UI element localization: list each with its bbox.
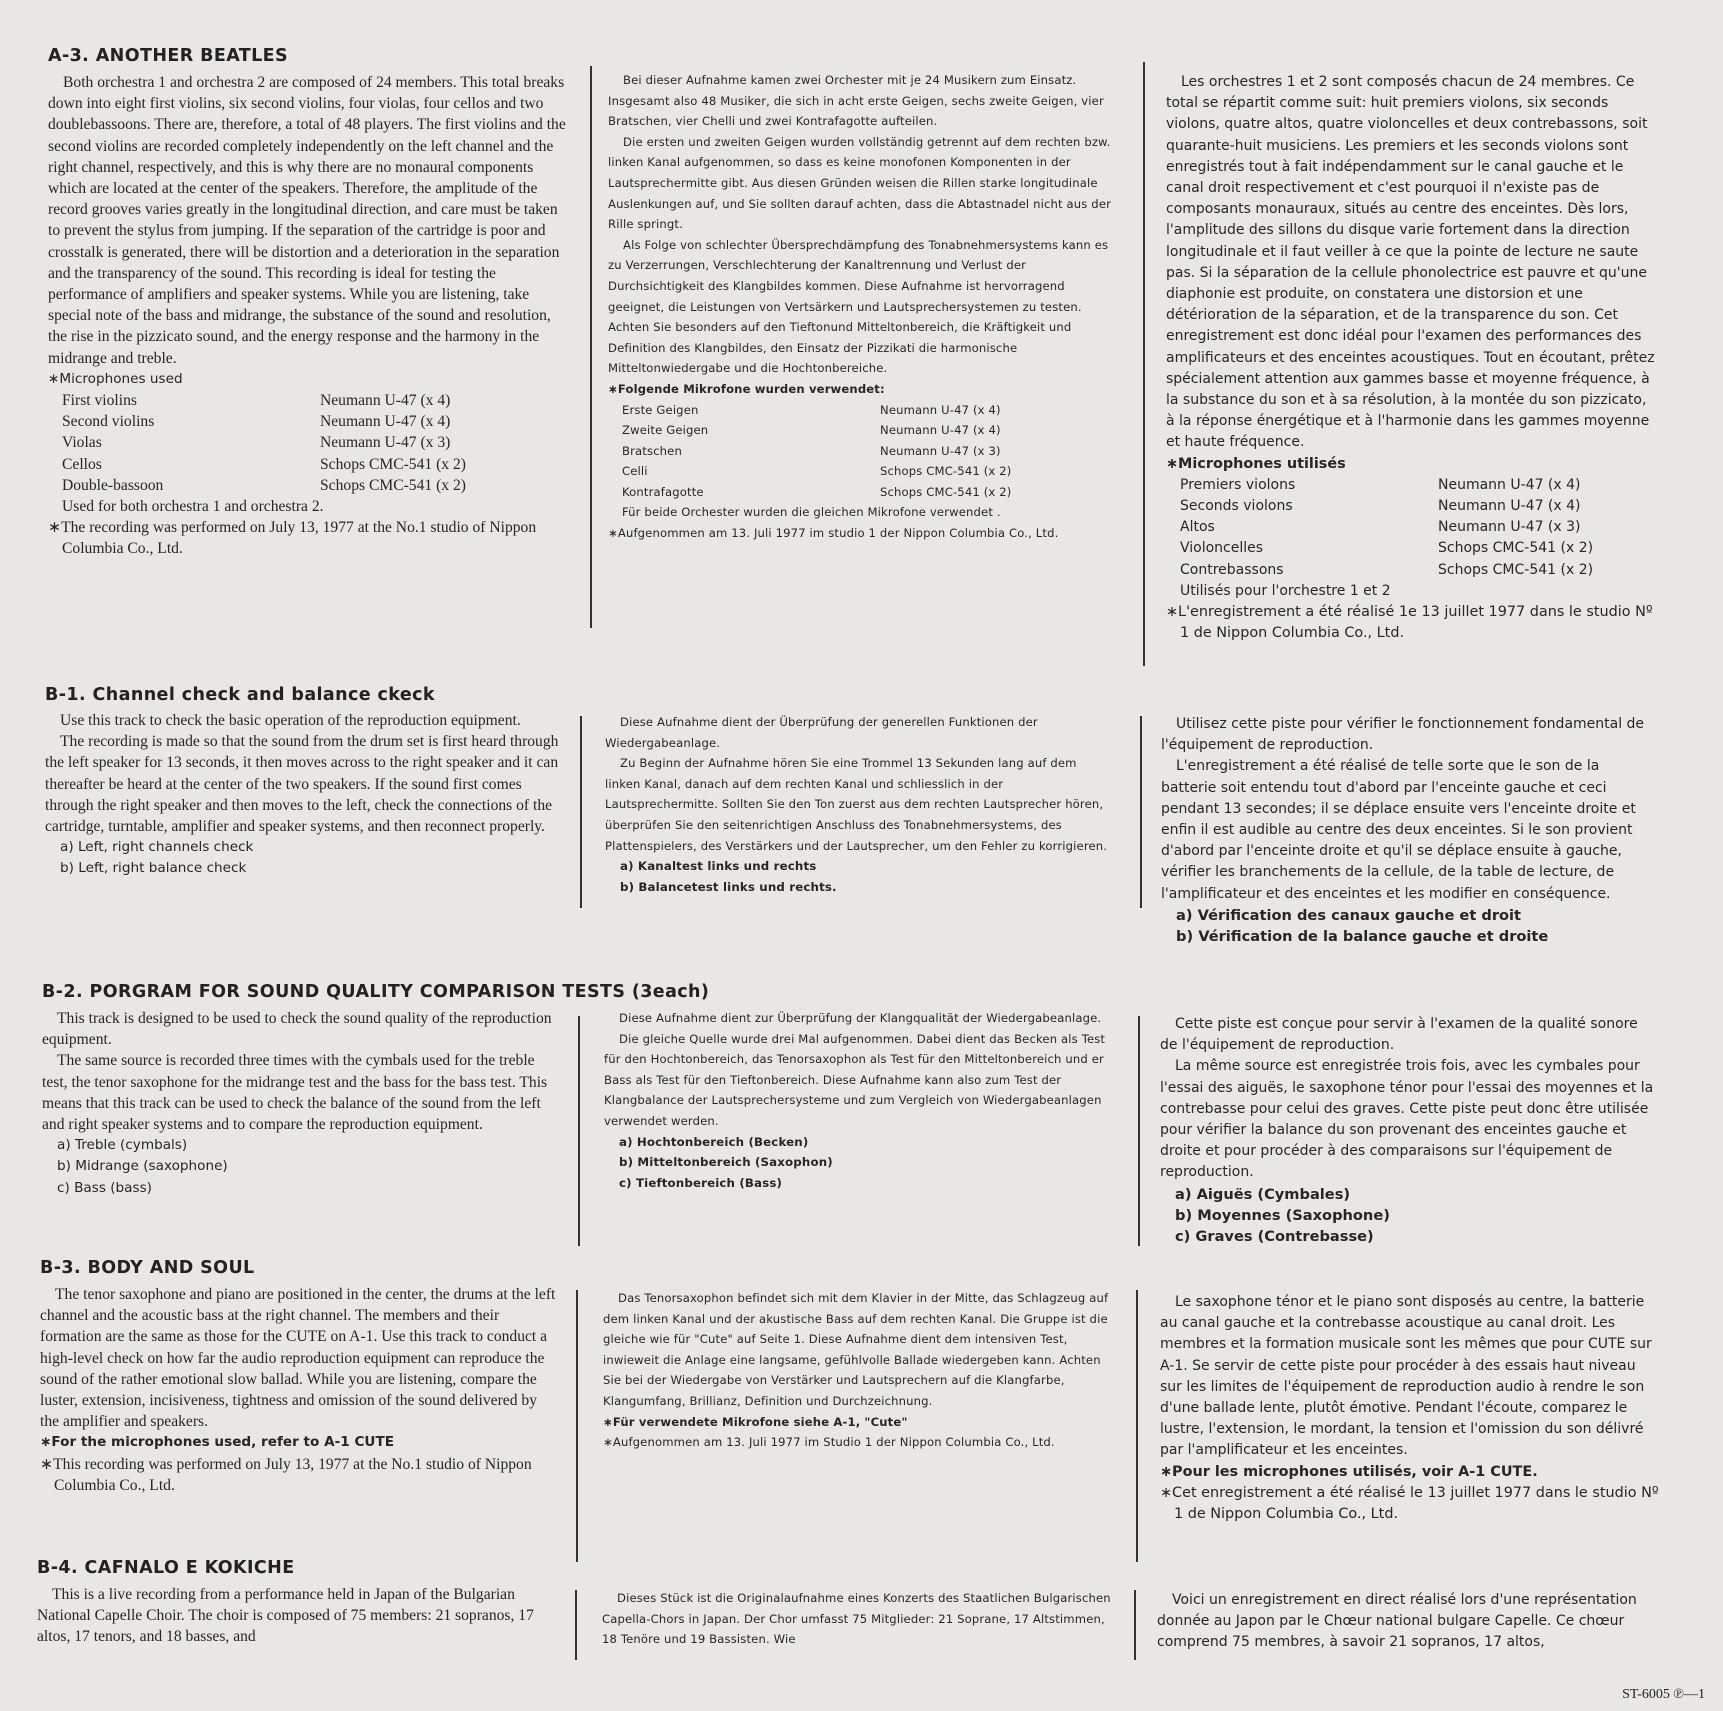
b3-de-recorded-note: ∗Aufgenommen am 13. Juli 1977 im Studio 1 der Nippon Columbia Co., Ltd.: [603, 1435, 1055, 1450]
b2-fr-paragraph: La même source est enregistrée trois fois, avec les cymbales pour l'essai des aiguës, le saxophone ténor pour l'essai des moyennes et la contrebasse pour celui des graves. Cette piste peut donc être utilisée pour vérifier la balance du son provenant des enceintes gauche et droite et pour procéder à des comparaisons sur l'équipement de reproduction.: [1160, 1058, 1654, 1181]
b2-french-column: [1160, 1014, 1658, 1247]
list-item: b) Moyennes (Saxophone): [1175, 1206, 1390, 1224]
list-item: a) Kanaltest links und rechts: [620, 859, 817, 874]
mic-model: Schops CMC-541 (x 2): [1438, 540, 1594, 557]
a3-de-mic-heading: ∗Folgende Mikrofone wurden verwendet:: [608, 381, 885, 396]
a3-fr-mic-table: [1180, 475, 1593, 581]
column-divider: [1136, 1290, 1138, 1562]
b1-french-column: [1161, 714, 1657, 947]
mic-instrument: Erste Geigen: [622, 402, 699, 417]
b4-fr-paragraph: Voici un enregistrement en direct réalisé lors d'une représentation donnée au Japon par le Chœur national bulgare Capelle. Ce chœur comprend 75 membres, à savoir 21 sopranos, 17 altos,: [1157, 1592, 1637, 1651]
mic-instrument: Altos: [1180, 519, 1215, 536]
mic-model: Neumann U-47 (x 4): [880, 402, 1001, 417]
b4-en-paragraph: This is a live recording from a performance held in Japan of the Bulgarian National Capelle Choir. The choir is composed of 75 members: 21 sopranos, 17 altos, 17 tenors, and 18 basses, and: [37, 1586, 534, 1646]
b3-en-recorded-note: ∗This recording was performed on July 13, 1977 at the No.1 studio of Nippon Columbia Co., Ltd.: [40, 1455, 532, 1494]
b1-fr-paragraph: L'enregistrement a été réalisé de telle sorte que le son de la batterie soit entendu tout d'abord par l'enceinte gauche et ceci pendant 13 secondes; il se déplace ensuite vers l'enceinte droite et enfin il est audible au centre des deux enceintes. Si le son provient d'abord par l'enceinte droite et qu'il se déplace ensuite à gauche, vérifier les branchements de la cellule, de la table de lecture, de l'amplificateur et des enceintes et les modifier en conséquence.: [1161, 758, 1636, 902]
column-divider: [580, 716, 582, 908]
table-row: [1180, 560, 1593, 581]
b3-de-paragraph: Das Tenorsaxophon befindet sich mit dem Klavier in der Mitte, das Schlagzeug auf dem linken Kanal und der akustische Bass auf dem rechten Kanal. Die Gruppe ist die gleiche wie für "Cute" auf Seite 1. Diese Aufnahme dient dem intensiven Test, inwieweit die Anlage eine langsame, gefühlvolle Ballade wiedergeben kann. Achten Sie bei der Wiedergabe von Verstärker und Lautsprechern auf die Klangfarbe, Klangumfang, Brillianz, Definition und Durchzeichnung.: [603, 1291, 1109, 1408]
table-row: [62, 432, 466, 453]
list-item: a) Treble (cymbals): [57, 1137, 188, 1154]
list-item: b) Mitteltonbereich (Saxophon): [619, 1155, 833, 1170]
section-title-b4: B-4. CAFNALO E KOKICHE: [37, 1558, 295, 1578]
b1-en-paragraph: The recording is made so that the sound from the drum set is first heard through the left speaker for 13 seconds, it then moves across to the right speaker and it can thereafter be heard at the center of the two speakers. If the sound first comes through the right speaker and then moves to the left, check the connections of the cartridge, turntable, amplifier and speaker systems, and then reconnect properly.: [45, 733, 559, 836]
list-item: c) Tieftonbereich (Bass): [619, 1175, 783, 1190]
mic-instrument: Kontrafagotte: [622, 484, 704, 499]
mic-model: Neumann U-47 (x 3): [1438, 519, 1581, 536]
mic-instrument: Cellos: [62, 455, 102, 473]
a3-de-used-for: Für beide Orchester wurden die gleichen Mikrofone verwendet .: [622, 505, 1001, 520]
mic-model: Neumann U-47 (x 3): [880, 443, 1001, 458]
mic-model: Neumann U-47 (x 4): [880, 423, 1001, 438]
list-item: b) Balancetest links und rechts.: [620, 879, 837, 894]
mic-instrument: Second violins: [62, 413, 155, 431]
mic-model: Schops CMC-541 (x 2): [1438, 561, 1594, 578]
table-row: [622, 400, 1011, 421]
mic-model: Neumann U-47 (x 3): [320, 434, 451, 452]
a3-fr-paragraph: Les orchestres 1 et 2 sont composés chacun de 24 membres. Ce total se répartit comme suit: huit premiers violons, six seconds violons, quatre altos, quatre violoncelles et deux contrebassons, soit quarante-huit musiciens. Les premiers et les seconds violons sont enregistrés tout à fait indépendamment sur le canal gauche et le canal droit respectivement et c'est pourquoi il n'existe pas de composants monauraux, situés au centre des enceintes. Dès lors, l'amplitude des sillons du disque varie fortement dans la direction longitudinale et il faut veiller à ce que la pointe de lecture ne saute pas. Si la séparation de la cellule phonolectrice est pauvre et qu'une diaphonie est produite, on constatera une distorsion et une détérioration de la séparation, et de la transparence du son. Cet enregistrement est donc idéal pour l'examen des performances des amplificateurs et des enceintes acoustiques. Tout en écoutant, prêtez spécialement attention aux gammes basse et moyenne fréquence, à la substance du son et à sa résolution, à la montée du son pizzicato, à la réponse énergétique et à l'harmonie dans les gammes moyenne et haute fréquence.: [1166, 74, 1655, 451]
b3-en-paragraph: The tenor saxophone and piano are positioned in the center, the drums at the left channel and the acoustic bass at the right channel. The members and their formation are the same as those for the CUTE on A-1. Use this track to conduct a high-level check on how far the audio reproduction equipment can reproduce the sound of the rather emotional slow ballad. While you are listening, compare the luster, extension, incisiveness, tightness and omission of the sound delivered by the amplifier and speakers.: [40, 1286, 556, 1431]
b2-de-paragraph: Die gleiche Quelle wurde drei Mal aufgenommen. Dabei dient das Becken als Test für den Hochtonbereich, das Tenorsaxophon als Test für den Mitteltonbereich und er Bass als Test für den Tieftonbereich. Diese Aufnahme kann also zum Test der Klangbalance der Lautsprechersysteme und zum Vergleich von Wiedergabeanlagen verwendet werden.: [604, 1031, 1106, 1128]
a3-de-paragraph: Die ersten und zweiten Geigen wurden vollständig getrennt auf dem rechten bzw. linken Kanal aufgenommen, so dass es keine monofonen Komponenten in der Lautsprechermitte gibt. Aus diesen Gründen weisen die Rillen starke longitudinale Auslenkungen auf, und Sie sollten darauf achten, dass die Abtastnadel nicht aus der Rille springt.: [608, 134, 1112, 232]
a3-en-used-for: Used for both orchestra 1 and orchestra 2.: [62, 498, 324, 516]
table-row: [1180, 517, 1593, 538]
mic-model: Schops CMC-541 (x 2): [320, 476, 466, 494]
mic-instrument: Double-bassoon: [62, 476, 164, 494]
table-row: [62, 454, 466, 475]
a3-german-column: [608, 70, 1116, 544]
b1-fr-paragraph: Utilisez cette piste pour vérifier le fonctionnement fondamental de l'équipement de reproduction.: [1161, 716, 1645, 754]
b3-de-mic-note: ∗Für verwendete Mikrofone siehe A-1, "Cute": [603, 1414, 908, 1429]
a3-en-mic-table: [62, 390, 466, 496]
table-row: [622, 482, 1011, 503]
list-item: c) Bass (bass): [57, 1179, 152, 1196]
catalog-number: ST-6005 ℗—1: [1622, 1687, 1705, 1702]
list-item: a) Hochtonbereich (Becken): [619, 1134, 809, 1149]
section-title-b1: B-1. Channel check and balance ckeck: [45, 685, 435, 705]
table-row: [62, 390, 466, 411]
column-divider: [1134, 1590, 1136, 1660]
b4-german-column: [602, 1588, 1112, 1650]
a3-en-mic-heading: ∗Microphones used: [48, 370, 183, 387]
mic-instrument: Bratschen: [622, 443, 682, 458]
b2-english-column: [42, 1008, 562, 1199]
a3-en-recorded-note: ∗The recording was performed on July 13, 1977 at the No.1 studio of Nippon Columbia Co., Ltd.: [48, 519, 537, 558]
b3-german-column: [603, 1288, 1113, 1453]
b1-de-paragraph: Diese Aufnahme dient der Überprüfung der generellen Funktionen der Wiedergabeanlage.: [605, 715, 1038, 750]
table-row: [622, 441, 1011, 462]
b2-en-paragraph: The same source is recorded three times with the cymbals used for the treble test, the tenor saxophone for the midrange test and the bass for the bass test. This means that this track can be used to check the balance of the sound from the left and right speaker systems and to compare the reproduction equipment.: [42, 1052, 548, 1134]
a3-fr-mic-heading: ∗Microphones utilisés: [1166, 455, 1346, 472]
mic-instrument: Violas: [62, 434, 102, 452]
b1-de-paragraph: Zu Beginn der Aufnahme hören Sie eine Trommel 13 Sekunden lang auf dem linken Kanal, danach auf dem rechten Kanal und schliesslich in der Lautsprechermitte. Sollten Sie den Ton zuerst aus dem rechten Lautsprecher hören, überprüfen Sie den seitenrichtigen Anschluss des Tonabnehmersystems, des Plattenspielers, des Verstärkers und der Lautsprecher, um den Fehler zu korrigieren.: [605, 756, 1108, 853]
mic-model: Schops CMC-541 (x 2): [880, 464, 1012, 479]
column-divider: [590, 66, 592, 628]
mic-instrument: Zweite Geigen: [622, 423, 709, 438]
table-row: [622, 461, 1011, 482]
column-divider: [1143, 62, 1145, 666]
b3-english-column: [40, 1284, 558, 1496]
b1-english-column: [45, 710, 560, 880]
list-item: b) Vérification de la balance gauche et droite: [1176, 928, 1549, 946]
mic-model: Neumann U-47 (x 4): [320, 392, 451, 410]
b3-fr-recorded-note: ∗Cet enregistrement a été réalisé le 13 juillet 1977 dans le studio Nº 1 de Nippon Columbia Co., Ltd.: [1160, 1484, 1659, 1523]
a3-de-mic-table: [622, 400, 1011, 503]
mic-instrument: Seconds violons: [1180, 498, 1293, 515]
list-item: b) Midrange (saxophone): [57, 1158, 228, 1175]
table-row: [62, 475, 466, 496]
a3-en-paragraph: Both orchestra 1 and orchestra 2 are composed of 24 members. This total breaks down into eight first violins, six second violins, four violas, four cellos and two doublebassoons. There are, therefore, a total of 48 players. The first violins and the second violins are recorded completely independently on the left channel and the right channel, respectively, and this is why there are no monaural components which are located at the center of the speakers. Therefore, the amplitude of the record grooves varies greatly in the longitudinal direction, and care must be taken to prevent the stylus from jumping. If the separation of the cartridge is poor and crosstalk is generated, there will be distortion and a deterioration in the separation and the transparency of the sound. This recording is ideal for testing the performance of amplifiers and speaker systems. While you are listening, take special note of the bass and midrange, the substance of the sound and resolution, the rise in the pizzicato sound, and the energy response and the harmony in the midrange and treble.: [48, 74, 566, 367]
table-row: [62, 411, 466, 432]
mic-instrument: Celli: [622, 464, 648, 479]
table-row: [1180, 475, 1593, 496]
table-row: [1180, 538, 1593, 559]
mic-model: Schops CMC-541 (x 2): [320, 455, 466, 473]
list-item: a) Left, right channels check: [60, 839, 254, 856]
table-row: [622, 420, 1011, 441]
a3-de-paragraph: Bei dieser Aufnahme kamen zwei Orchester mit je 24 Musikern zum Einsatz. Insgesamt also 48 Musiker, die sich in acht erste Geigen, sechs zweite Geigen, vier Bratschen, vier Chelli und zwei Kontrafagotte aufteilen.: [608, 73, 1104, 129]
section-title-b2: B-2. PORGRAM FOR SOUND QUALITY COMPARISON TESTS (3each): [42, 982, 710, 1002]
b3-fr-mic-note: ∗Pour les microphones utilisés, voir A-1 CUTE.: [1160, 1463, 1538, 1480]
list-item: c) Graves (Contrebasse): [1175, 1228, 1374, 1246]
mic-model: Schops CMC-541 (x 2): [880, 484, 1012, 499]
column-divider: [578, 1016, 580, 1246]
list-item: a) Vérification des canaux gauche et droit: [1176, 906, 1522, 924]
a3-french-column: [1166, 72, 1655, 644]
a3-de-paragraph: Als Folge von schlechter Übersprechdämpfung des Tonabnehmersystems kann es zu Verzerrungen, Verschlechterung der Kanaltrennung und Verlust der Durchsichtigkeit des Klangbildes kommen. Diese Aufnahme ist hervorragend geeignet, die Leistungen von Vertsärkern und Lautsprechersystemen zu testen. Achten Sie besonders auf den Tieftonund Mitteltonbereich, die Kräftigkeit und Definition des Klangbildes, den Einsatz der Pizzikati die harmonische Mitteltonwiedergabe und die Hochtonbereiche.: [608, 237, 1109, 376]
b4-english-column: [37, 1584, 557, 1648]
mic-instrument: Premiers violons: [1180, 476, 1296, 493]
mic-instrument: Violoncelles: [1180, 540, 1264, 557]
b1-en-paragraph: Use this track to check the basic operation of the reproduction equipment.: [60, 712, 521, 729]
column-divider: [1140, 716, 1142, 908]
b2-german-column: [604, 1008, 1114, 1193]
b3-en-mic-note: ∗For the microphones used, refer to A-1 CUTE: [40, 1434, 395, 1451]
b1-german-column: [605, 712, 1113, 897]
b4-french-column: [1157, 1590, 1661, 1654]
mic-model: Neumann U-47 (x 4): [1438, 498, 1581, 515]
b2-de-paragraph: Diese Aufnahme dient zur Überprüfung der Klangqualität der Wiedergabeanlage.: [619, 1011, 1102, 1025]
section-title-b3: B-3. BODY AND SOUL: [40, 1258, 255, 1278]
a3-fr-recorded-note: ∗L'enregistrement a été réalisé 1e 13 juillet 1977 dans le studio Nº 1 de Nippon Columbia Co., Ltd.: [1166, 604, 1653, 642]
column-divider: [1138, 1016, 1140, 1246]
a3-de-recorded-note: ∗Aufgenommen am 13. Juli 1977 im studio 1 der Nippon Columbia Co., Ltd.: [608, 526, 1059, 541]
list-item: a) Aiguës (Cymbales): [1175, 1185, 1351, 1203]
b4-de-paragraph: Dieses Stück ist die Originalaufnahme eines Konzerts des Staatlichen Bulgarischen Capella-Chors in Japan. Der Chor umfasst 75 Mitglieder: 21 Soprane, 17 Altstimmen, 18 Tenöre und 19 Bassisten. Wie: [602, 1591, 1111, 1647]
column-divider: [576, 1290, 578, 1562]
b3-fr-paragraph: Le saxophone ténor et le piano sont disposés au centre, la batterie au canal gauche et la contrebasse acoustique au canal droit. Les membres et la formation musicale sont les mêmes que pour CUTE sur A-1. Se servir de cette piste pour procéder à des essais haut niveau sur les limites de l'équipement de reproduction audio à rendre le son d'une ballade lente, plutôt émotive. Pendant l'écoute, comparez le lustre, l'extension, le mordant, la tension et l'omission du son délivré par l'amplificateur et les enceintes.: [1160, 1294, 1652, 1459]
list-item: b) Left, right balance check: [60, 860, 247, 877]
a3-english-column: [48, 72, 570, 560]
column-divider: [575, 1590, 577, 1660]
table-row: [1180, 496, 1593, 517]
b3-french-column: [1160, 1292, 1660, 1525]
mic-model: Neumann U-47 (x 4): [1438, 476, 1581, 493]
b2-fr-paragraph: Cette piste est conçue pour servir à l'examen de la qualité sonore de l'équipement de reproduction.: [1160, 1016, 1638, 1054]
a3-fr-used-for: Utilisés pour l'orchestre 1 et 2: [1180, 582, 1391, 599]
mic-model: Neumann U-47 (x 4): [320, 413, 451, 431]
b2-en-paragraph: This track is designed to be used to check the sound quality of the reproduction equipment.: [42, 1010, 552, 1049]
mic-instrument: Contrebassons: [1180, 561, 1284, 578]
mic-instrument: First violins: [62, 392, 137, 410]
section-title-a3: A-3. ANOTHER BEATLES: [48, 46, 289, 66]
